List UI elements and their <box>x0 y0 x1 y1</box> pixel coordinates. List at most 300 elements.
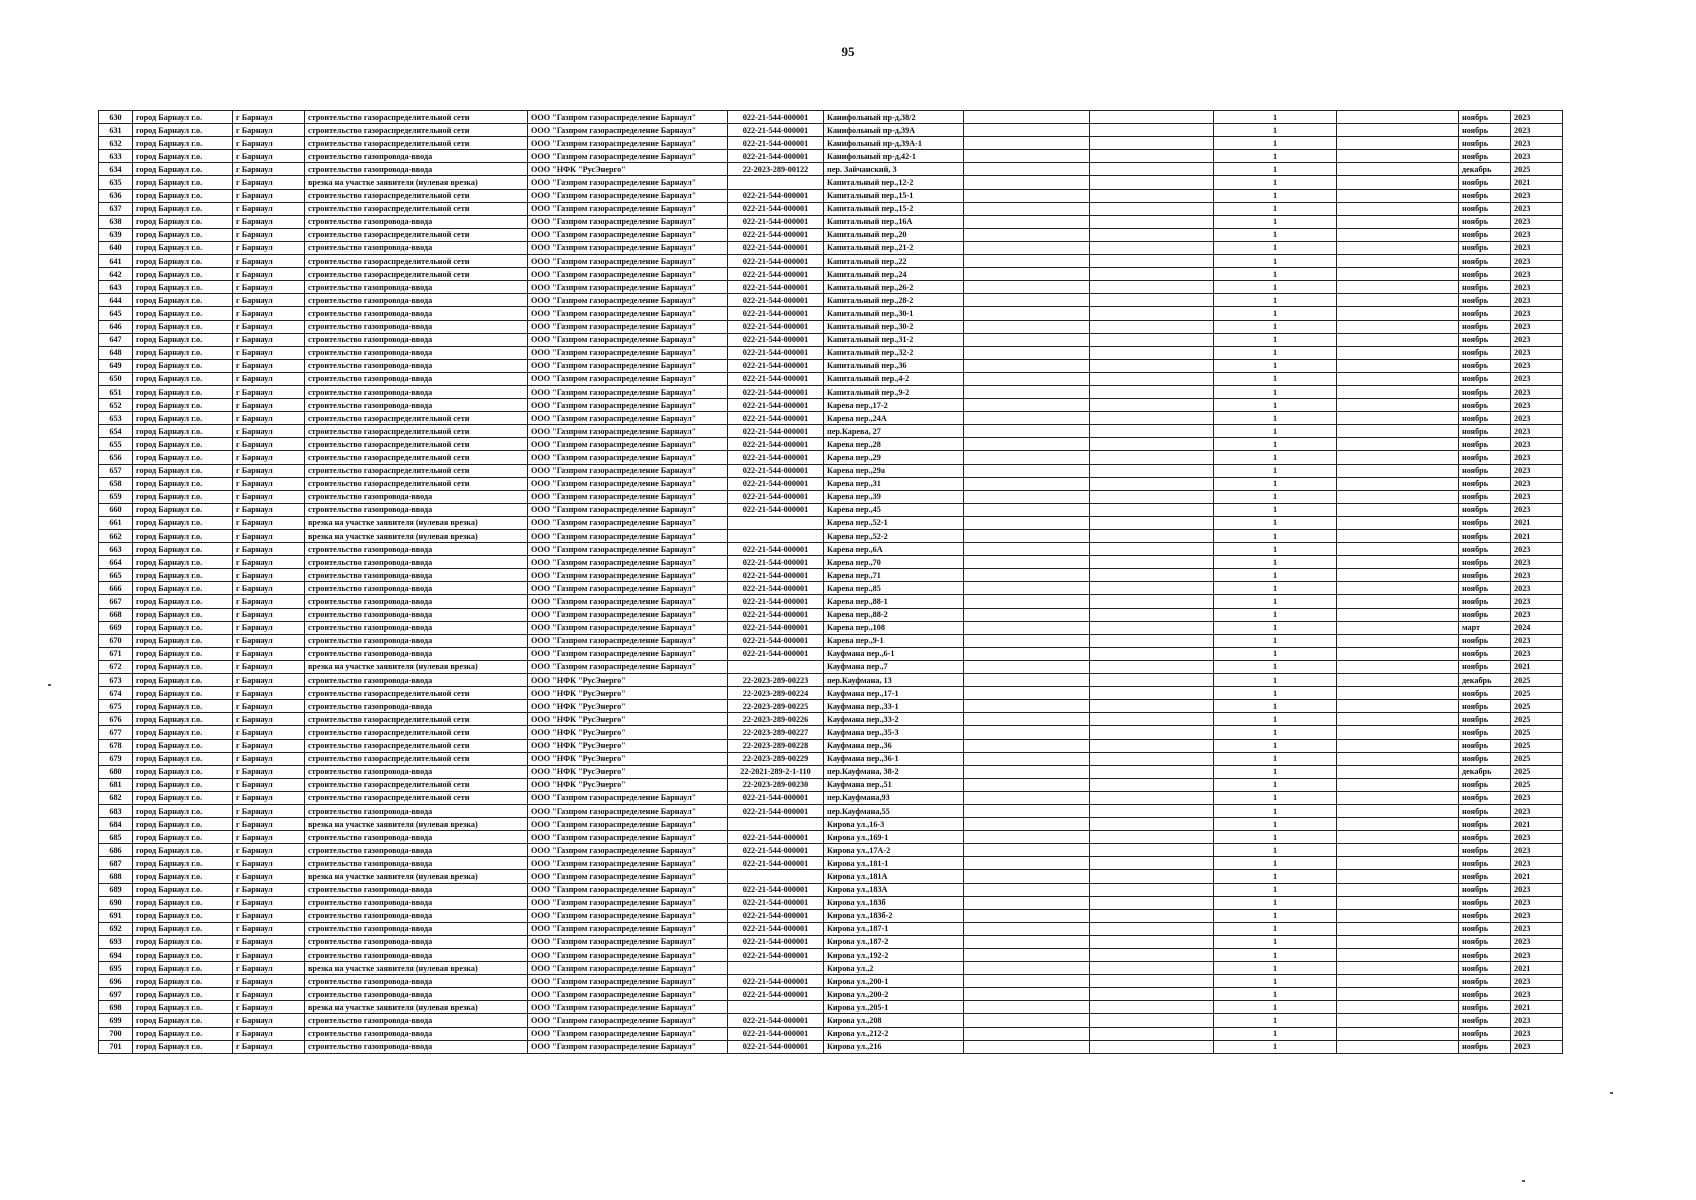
row-number: 642 <box>99 268 133 281</box>
row-number: 635 <box>99 176 133 189</box>
settlement-cell: г Барнаул <box>233 739 305 752</box>
municipality-cell: город Барнаул г.о. <box>133 438 233 451</box>
address-cell: Карева пер.,29а <box>824 464 964 477</box>
row-number: 692 <box>99 922 133 935</box>
quantity-cell: 1 <box>1214 111 1337 124</box>
work-type-cell: строительство газопровода-ввода <box>305 556 528 569</box>
municipality-cell: город Барнаул г.о. <box>133 621 233 634</box>
year-cell: 2023 <box>1511 988 1563 1001</box>
blank-cell <box>964 752 1090 765</box>
year-cell: 2023 <box>1511 438 1563 451</box>
address-cell: Канифольный пр-д,38/2 <box>824 111 964 124</box>
quantity-cell: 1 <box>1214 922 1337 935</box>
blank-cell <box>1337 189 1459 202</box>
program-code-cell: 022-21-544-000001 <box>728 1040 824 1053</box>
settlement-cell: г Барнаул <box>233 268 305 281</box>
address-cell: Капитальный пер.,15-2 <box>824 202 964 215</box>
organization-cell: ООО "Газпром газораспределение Барнаул" <box>528 268 728 281</box>
month-cell: ноябрь <box>1459 464 1511 477</box>
month-cell: ноябрь <box>1459 255 1511 268</box>
work-type-cell: врезка на участке заявителя (нулевая врезка) <box>305 870 528 883</box>
blank-cell <box>1090 909 1214 922</box>
municipality-cell: город Барнаул г.о. <box>133 320 233 333</box>
year-cell: 2021 <box>1511 1001 1563 1014</box>
quantity-cell: 1 <box>1214 988 1337 1001</box>
row-number: 640 <box>99 241 133 254</box>
table-row <box>99 372 1563 385</box>
blank-cell <box>964 451 1090 464</box>
settlement-cell: г Барнаул <box>233 949 305 962</box>
municipality-cell: город Барнаул г.о. <box>133 804 233 817</box>
quantity-cell: 1 <box>1214 163 1337 176</box>
work-type-cell: строительство газораспределительной сети <box>305 726 528 739</box>
row-number: 667 <box>99 595 133 608</box>
work-type-cell: строительство газопровода-ввода <box>305 857 528 870</box>
table-row <box>99 359 1563 372</box>
year-cell: 2021 <box>1511 818 1563 831</box>
quantity-cell: 1 <box>1214 634 1337 647</box>
year-cell: 2023 <box>1511 189 1563 202</box>
blank-cell <box>964 647 1090 660</box>
blank-cell <box>964 988 1090 1001</box>
blank-cell <box>964 1014 1090 1027</box>
municipality-cell: город Барнаул г.о. <box>133 660 233 673</box>
municipality-cell: город Барнаул г.о. <box>133 1040 233 1053</box>
blank-cell <box>964 202 1090 215</box>
program-code-cell: 022-21-544-000001 <box>728 582 824 595</box>
month-cell: ноябрь <box>1459 896 1511 909</box>
month-cell: ноябрь <box>1459 320 1511 333</box>
blank-cell <box>1090 791 1214 804</box>
month-cell: ноябрь <box>1459 713 1511 726</box>
blank-cell <box>1337 359 1459 372</box>
quantity-cell: 1 <box>1214 569 1337 582</box>
blank-cell <box>1337 660 1459 673</box>
work-type-cell: строительство газопровода-ввода <box>305 844 528 857</box>
municipality-cell: город Барнаул г.о. <box>133 425 233 438</box>
table-row <box>99 516 1563 529</box>
settlement-cell: г Барнаул <box>233 294 305 307</box>
month-cell: ноябрь <box>1459 647 1511 660</box>
work-type-cell: строительство газопровода-ввода <box>305 765 528 778</box>
municipality-cell: город Барнаул г.о. <box>133 359 233 372</box>
scan-speck <box>48 684 51 686</box>
year-cell: 2021 <box>1511 176 1563 189</box>
blank-cell <box>964 804 1090 817</box>
row-number: 662 <box>99 530 133 543</box>
row-number: 696 <box>99 975 133 988</box>
organization-cell: ООО "Газпром газораспределение Барнаул" <box>528 294 728 307</box>
blank-cell <box>1337 477 1459 490</box>
program-code-cell: 022-21-544-000001 <box>728 202 824 215</box>
program-code-cell: 22-2023-289-00223 <box>728 674 824 687</box>
year-cell: 2023 <box>1511 241 1563 254</box>
blank-cell <box>964 700 1090 713</box>
month-cell: ноябрь <box>1459 150 1511 163</box>
year-cell: 2023 <box>1511 804 1563 817</box>
table-row <box>99 451 1563 464</box>
address-cell: Капитальный пер.,12-2 <box>824 176 964 189</box>
table-row <box>99 385 1563 398</box>
year-cell: 2023 <box>1511 935 1563 948</box>
address-cell: Капитальный пер.,26-2 <box>824 281 964 294</box>
organization-cell: ООО "Газпром газораспределение Барнаул" <box>528 569 728 582</box>
municipality-cell: город Барнаул г.о. <box>133 700 233 713</box>
organization-cell: ООО "Газпром газораспределение Барнаул" <box>528 818 728 831</box>
table-row <box>99 543 1563 556</box>
program-code-cell: 022-21-544-000001 <box>728 647 824 660</box>
organization-cell: ООО "Газпром газораспределение Барнаул" <box>528 372 728 385</box>
program-code-cell: 022-21-544-000001 <box>728 490 824 503</box>
table-row <box>99 1001 1563 1014</box>
table-row <box>99 818 1563 831</box>
address-cell: Кирова ул.,183б <box>824 896 964 909</box>
work-type-cell: строительство газораспределительной сети <box>305 451 528 464</box>
quantity-cell: 1 <box>1214 883 1337 896</box>
work-type-cell: строительство газопровода-ввода <box>305 949 528 962</box>
blank-cell <box>964 739 1090 752</box>
municipality-cell: город Барнаул г.о. <box>133 464 233 477</box>
program-code-cell: 22-2021-289-2-1-110 <box>728 765 824 778</box>
blank-cell <box>964 438 1090 451</box>
program-code-cell: 022-21-544-000001 <box>728 385 824 398</box>
table-row <box>99 215 1563 228</box>
work-type-cell: строительство газопровода-ввода <box>305 804 528 817</box>
settlement-cell: г Барнаул <box>233 137 305 150</box>
blank-cell <box>964 176 1090 189</box>
month-cell: ноябрь <box>1459 935 1511 948</box>
municipality-cell: город Барнаул г.о. <box>133 935 233 948</box>
blank-cell <box>1337 582 1459 595</box>
month-cell: ноябрь <box>1459 582 1511 595</box>
blank-cell <box>964 687 1090 700</box>
row-number: 638 <box>99 215 133 228</box>
settlement-cell: г Барнаул <box>233 163 305 176</box>
municipality-cell: город Барнаул г.о. <box>133 634 233 647</box>
settlement-cell: г Барнаул <box>233 791 305 804</box>
row-number: 669 <box>99 621 133 634</box>
address-cell: пер.Кауфмана, 38-2 <box>824 765 964 778</box>
month-cell: ноябрь <box>1459 844 1511 857</box>
program-code-cell: 22-2023-289-00230 <box>728 778 824 791</box>
address-cell: Карева пер.,28 <box>824 438 964 451</box>
row-number: 633 <box>99 150 133 163</box>
month-cell: ноябрь <box>1459 451 1511 464</box>
program-code-cell: 022-21-544-000001 <box>728 189 824 202</box>
organization-cell: ООО "Газпром газораспределение Барнаул" <box>528 150 728 163</box>
settlement-cell: г Барнаул <box>233 1027 305 1040</box>
year-cell: 2021 <box>1511 870 1563 883</box>
settlement-cell: г Барнаул <box>233 608 305 621</box>
table-row <box>99 124 1563 137</box>
blank-cell <box>964 425 1090 438</box>
program-code-cell <box>728 176 824 189</box>
blank-cell <box>1337 569 1459 582</box>
month-cell: ноябрь <box>1459 726 1511 739</box>
blank-cell <box>964 530 1090 543</box>
work-type-cell: строительство газопровода-ввода <box>305 595 528 608</box>
program-code-cell: 022-21-544-000001 <box>728 844 824 857</box>
municipality-cell: город Барнаул г.о. <box>133 189 233 202</box>
row-number: 655 <box>99 438 133 451</box>
organization-cell: ООО "Газпром газораспределение Барнаул" <box>528 988 728 1001</box>
quantity-cell: 1 <box>1214 137 1337 150</box>
blank-cell <box>1337 111 1459 124</box>
year-cell: 2023 <box>1511 137 1563 150</box>
program-code-cell: 022-21-544-000001 <box>728 608 824 621</box>
settlement-cell: г Барнаул <box>233 621 305 634</box>
row-number: 656 <box>99 451 133 464</box>
month-cell: ноябрь <box>1459 530 1511 543</box>
address-cell: Капитальный пер.,4-2 <box>824 372 964 385</box>
work-type-cell: врезка на участке заявителя (нулевая врезка) <box>305 516 528 529</box>
settlement-cell: г Барнаул <box>233 778 305 791</box>
row-number: 634 <box>99 163 133 176</box>
table-row <box>99 687 1563 700</box>
table-row <box>99 883 1563 896</box>
organization-cell: ООО "Газпром газораспределение Барнаул" <box>528 922 728 935</box>
blank-cell <box>1090 857 1214 870</box>
program-code-cell: 22-2023-289-00122 <box>728 163 824 176</box>
blank-cell <box>1090 163 1214 176</box>
year-cell: 2023 <box>1511 1014 1563 1027</box>
blank-cell <box>1337 962 1459 975</box>
quantity-cell: 1 <box>1214 320 1337 333</box>
program-code-cell: 022-21-544-000001 <box>728 909 824 922</box>
organization-cell: ООО "Газпром газораспределение Барнаул" <box>528 215 728 228</box>
quantity-cell: 1 <box>1214 674 1337 687</box>
quantity-cell: 1 <box>1214 765 1337 778</box>
row-number: 643 <box>99 281 133 294</box>
quantity-cell: 1 <box>1214 490 1337 503</box>
row-number: 659 <box>99 490 133 503</box>
quantity-cell: 1 <box>1214 464 1337 477</box>
blank-cell <box>964 713 1090 726</box>
municipality-cell: город Барнаул г.о. <box>133 215 233 228</box>
municipality-cell: город Барнаул г.о. <box>133 241 233 254</box>
work-type-cell: строительство газопровода-ввода <box>305 608 528 621</box>
program-code-cell: 022-21-544-000001 <box>728 124 824 137</box>
row-number: 680 <box>99 765 133 778</box>
blank-cell <box>1090 818 1214 831</box>
blank-cell <box>1090 543 1214 556</box>
quantity-cell: 1 <box>1214 451 1337 464</box>
year-cell: 2023 <box>1511 582 1563 595</box>
blank-cell <box>1090 595 1214 608</box>
blank-cell <box>1090 530 1214 543</box>
blank-cell <box>964 228 1090 241</box>
work-type-cell: врезка на участке заявителя (нулевая врезка) <box>305 176 528 189</box>
blank-cell <box>964 189 1090 202</box>
address-cell: Канифольный пр-д,39А <box>824 124 964 137</box>
municipality-cell: город Барнаул г.о. <box>133 255 233 268</box>
work-type-cell: строительство газораспределительной сети <box>305 477 528 490</box>
blank-cell <box>1337 556 1459 569</box>
year-cell: 2025 <box>1511 163 1563 176</box>
work-type-cell: строительство газопровода-ввода <box>305 150 528 163</box>
row-number: 653 <box>99 412 133 425</box>
blank-cell <box>1090 189 1214 202</box>
month-cell: ноябрь <box>1459 359 1511 372</box>
settlement-cell: г Барнаул <box>233 228 305 241</box>
year-cell: 2024 <box>1511 621 1563 634</box>
row-number: 652 <box>99 399 133 412</box>
address-cell: Карева пер.,52-2 <box>824 530 964 543</box>
table-row <box>99 713 1563 726</box>
organization-cell: ООО "Газпром газораспределение Барнаул" <box>528 804 728 817</box>
program-code-cell: 022-21-544-000001 <box>728 255 824 268</box>
blank-cell <box>1337 346 1459 359</box>
municipality-cell: город Барнаул г.о. <box>133 975 233 988</box>
blank-cell <box>1090 346 1214 359</box>
blank-cell <box>964 674 1090 687</box>
settlement-cell: г Барнаул <box>233 346 305 359</box>
blank-cell <box>1090 1040 1214 1053</box>
blank-cell <box>1090 268 1214 281</box>
row-number: 697 <box>99 988 133 1001</box>
organization-cell: ООО "Газпром газораспределение Барнаул" <box>528 870 728 883</box>
quantity-cell: 1 <box>1214 608 1337 621</box>
municipality-cell: город Барнаул г.о. <box>133 150 233 163</box>
table-row <box>99 425 1563 438</box>
blank-cell <box>964 307 1090 320</box>
blank-cell <box>1090 399 1214 412</box>
row-number: 632 <box>99 137 133 150</box>
organization-cell: ООО "Газпром газораспределение Барнаул" <box>528 1001 728 1014</box>
address-cell: Капитальный пер.,28-2 <box>824 294 964 307</box>
work-type-cell: строительство газораспределительной сети <box>305 412 528 425</box>
blank-cell <box>1090 647 1214 660</box>
blank-cell <box>1090 425 1214 438</box>
row-number: 660 <box>99 503 133 516</box>
program-code-cell <box>728 818 824 831</box>
blank-cell <box>1090 176 1214 189</box>
settlement-cell: г Барнаул <box>233 975 305 988</box>
blank-cell <box>1337 320 1459 333</box>
blank-cell <box>1337 765 1459 778</box>
organization-cell: ООО "НФК "РусЭнерго" <box>528 739 728 752</box>
quantity-cell: 1 <box>1214 385 1337 398</box>
work-type-cell: строительство газораспределительной сети <box>305 464 528 477</box>
blank-cell <box>964 975 1090 988</box>
blank-cell <box>1337 255 1459 268</box>
address-cell: Карева пер.,17-2 <box>824 399 964 412</box>
program-code-cell: 022-21-544-000001 <box>728 1027 824 1040</box>
row-number: 670 <box>99 634 133 647</box>
organization-cell: ООО "НФК "РусЭнерго" <box>528 752 728 765</box>
month-cell: ноябрь <box>1459 634 1511 647</box>
program-code-cell: 022-21-544-000001 <box>728 150 824 163</box>
address-cell: Канифольный пр-д,39А-1 <box>824 137 964 150</box>
blank-cell <box>1337 608 1459 621</box>
work-type-cell: строительство газопровода-ввода <box>305 700 528 713</box>
program-code-cell: 022-21-544-000001 <box>728 935 824 948</box>
month-cell: ноябрь <box>1459 1027 1511 1040</box>
address-cell: Канифольный пр-д,42-1 <box>824 150 964 163</box>
organization-cell: ООО "Газпром газораспределение Барнаул" <box>528 412 728 425</box>
blank-cell <box>1090 111 1214 124</box>
blank-cell <box>1337 1001 1459 1014</box>
quantity-cell: 1 <box>1214 647 1337 660</box>
quantity-cell: 1 <box>1214 804 1337 817</box>
work-type-cell: строительство газопровода-ввода <box>305 975 528 988</box>
row-number: 684 <box>99 818 133 831</box>
organization-cell: ООО "Газпром газораспределение Барнаул" <box>528 176 728 189</box>
blank-cell <box>1090 962 1214 975</box>
month-cell: ноябрь <box>1459 1014 1511 1027</box>
month-cell: ноябрь <box>1459 556 1511 569</box>
table-row <box>99 804 1563 817</box>
blank-cell <box>1090 307 1214 320</box>
year-cell: 2023 <box>1511 1040 1563 1053</box>
month-cell: ноябрь <box>1459 922 1511 935</box>
blank-cell <box>1337 1040 1459 1053</box>
year-cell: 2025 <box>1511 674 1563 687</box>
settlement-cell: г Барнаул <box>233 490 305 503</box>
organization-cell: ООО "НФК "РусЭнерго" <box>528 163 728 176</box>
address-cell: Кирова ул.,200-1 <box>824 975 964 988</box>
work-type-cell: строительство газопровода-ввода <box>305 883 528 896</box>
work-type-cell: врезка на участке заявителя (нулевая врезка) <box>305 1001 528 1014</box>
blank-cell <box>1090 700 1214 713</box>
organization-cell: ООО "Газпром газораспределение Барнаул" <box>528 202 728 215</box>
blank-cell <box>1090 765 1214 778</box>
blank-cell <box>964 346 1090 359</box>
year-cell: 2023 <box>1511 412 1563 425</box>
year-cell: 2023 <box>1511 307 1563 320</box>
row-number: 700 <box>99 1027 133 1040</box>
program-code-cell <box>728 1001 824 1014</box>
blank-cell <box>1090 739 1214 752</box>
blank-cell <box>1090 320 1214 333</box>
address-cell: Карева пер.,88-2 <box>824 608 964 621</box>
month-cell: ноябрь <box>1459 1040 1511 1053</box>
table-row <box>99 988 1563 1001</box>
settlement-cell: г Барнаул <box>233 202 305 215</box>
program-code-cell: 22-2023-289-00229 <box>728 752 824 765</box>
municipality-cell: город Барнаул г.о. <box>133 477 233 490</box>
blank-cell <box>1337 739 1459 752</box>
organization-cell: ООО "Газпром газораспределение Барнаул" <box>528 582 728 595</box>
year-cell: 2025 <box>1511 687 1563 700</box>
blank-cell <box>964 569 1090 582</box>
month-cell: ноябрь <box>1459 385 1511 398</box>
address-cell: Кауфмана пер.,33-2 <box>824 713 964 726</box>
year-cell: 2025 <box>1511 739 1563 752</box>
settlement-cell: г Барнаул <box>233 647 305 660</box>
municipality-cell: город Барнаул г.о. <box>133 556 233 569</box>
settlement-cell: г Барнаул <box>233 988 305 1001</box>
address-cell: Карева пер.,85 <box>824 582 964 595</box>
municipality-cell: город Барнаул г.о. <box>133 674 233 687</box>
quantity-cell: 1 <box>1214 228 1337 241</box>
settlement-cell: г Барнаул <box>233 255 305 268</box>
year-cell: 2023 <box>1511 268 1563 281</box>
year-cell: 2023 <box>1511 608 1563 621</box>
blank-cell <box>1090 124 1214 137</box>
municipality-cell: город Барнаул г.о. <box>133 949 233 962</box>
program-code-cell: 22-2023-289-00227 <box>728 726 824 739</box>
blank-cell <box>964 962 1090 975</box>
address-cell: Кирова ул.,2 <box>824 962 964 975</box>
table-row <box>99 621 1563 634</box>
blank-cell <box>964 660 1090 673</box>
municipality-cell: город Барнаул г.о. <box>133 752 233 765</box>
settlement-cell: г Барнаул <box>233 438 305 451</box>
month-cell: ноябрь <box>1459 687 1511 700</box>
quantity-cell: 1 <box>1214 333 1337 346</box>
table-row <box>99 333 1563 346</box>
